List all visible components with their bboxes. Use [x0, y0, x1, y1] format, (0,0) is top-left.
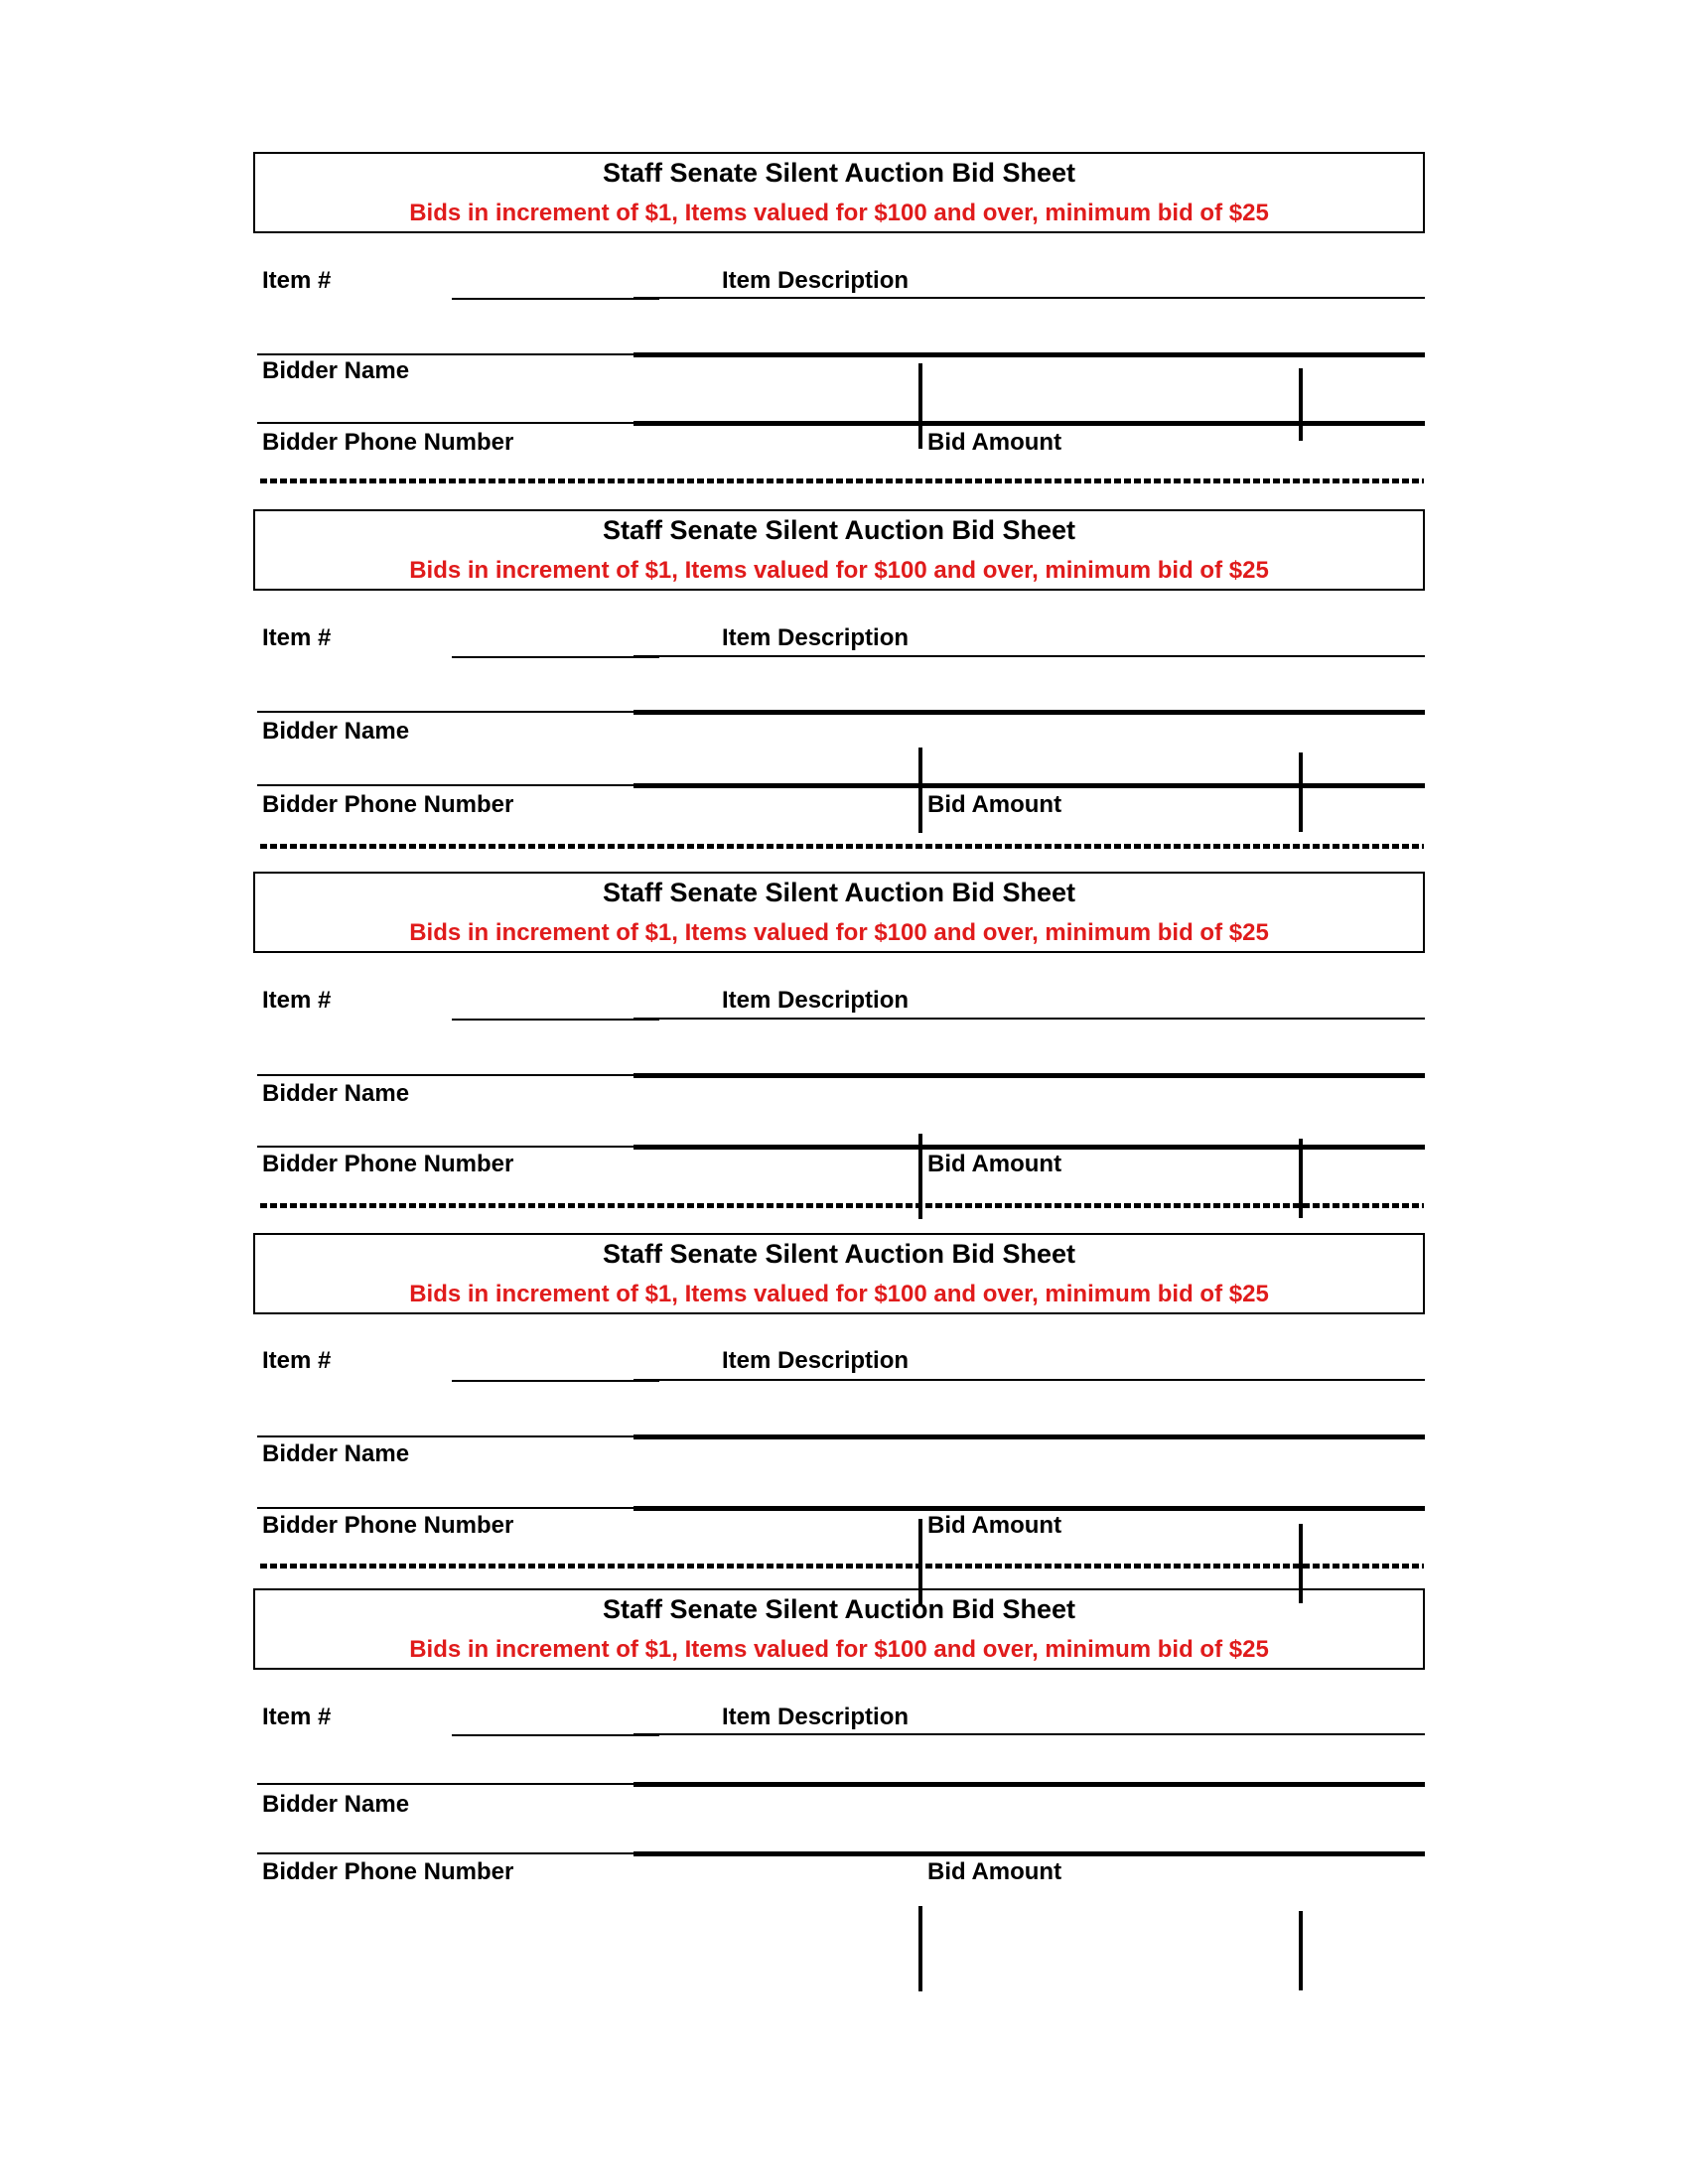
- item-number-label: Item #: [262, 987, 332, 1014]
- item-description-label: Item Description: [722, 1704, 910, 1730]
- sheet-title: Staff Senate Silent Auction Bid Sheet: [602, 515, 1076, 545]
- bid-sheet-block: [0, 509, 1688, 867]
- item-description-line[interactable]: [658, 1733, 1425, 1735]
- bidder-name-line-right[interactable]: [633, 710, 1425, 715]
- bidder-name-label: Bidder Name: [262, 1080, 410, 1107]
- item-number-label: Item #: [262, 624, 332, 651]
- sheet-rules: Bids in increment of $1, Items valued for $100 and over, minimum bid of $25: [409, 1636, 1269, 1663]
- bidder-phone-line-left[interactable]: [257, 422, 634, 424]
- bid-amount-label: Bid Amount: [927, 791, 1062, 818]
- item-number-line[interactable]: [452, 298, 658, 300]
- bidder-name-line-left[interactable]: [257, 711, 634, 713]
- sheet-title: Staff Senate Silent Auction Bid Sheet: [602, 878, 1076, 907]
- sheet-rules: Bids in increment of $1, Items valued for $100 and over, minimum bid of $25: [409, 919, 1269, 946]
- bidder-phone-label: Bidder Phone Number: [262, 791, 514, 818]
- cut-line: [260, 1564, 1424, 1569]
- bidder-phone-line-right[interactable]: [633, 421, 1425, 426]
- bid-column-divider: [918, 1906, 922, 1991]
- bidder-phone-label: Bidder Phone Number: [262, 429, 514, 456]
- item-description-line[interactable]: [658, 1379, 1425, 1381]
- item-number-label: Item #: [262, 1704, 332, 1730]
- bidder-name-label: Bidder Name: [262, 1791, 410, 1818]
- bidder-name-label: Bidder Name: [262, 718, 410, 745]
- bid-sheet-block: [0, 872, 1688, 1229]
- bidder-name-line-left[interactable]: [257, 1783, 634, 1785]
- header-box: [253, 1588, 1425, 1670]
- item-description-label: Item Description: [722, 267, 910, 294]
- item-description-line[interactable]: [658, 297, 1425, 299]
- item-number-line-end: [633, 655, 659, 658]
- sheet-rules: Bids in increment of $1, Items valued for $100 and over, minimum bid of $25: [409, 200, 1269, 226]
- bidder-phone-label: Bidder Phone Number: [262, 1512, 514, 1539]
- bidder-name-line-left[interactable]: [257, 1435, 634, 1437]
- item-description-line[interactable]: [658, 655, 1425, 657]
- bid-amount-label: Bid Amount: [927, 429, 1062, 456]
- bidder-phone-label: Bidder Phone Number: [262, 1151, 514, 1177]
- item-description-label: Item Description: [722, 987, 910, 1014]
- item-number-line-end: [633, 297, 659, 300]
- bidder-name-line-left[interactable]: [257, 1074, 634, 1076]
- bidder-phone-line-left[interactable]: [257, 1146, 634, 1148]
- bid-sheet-block: [0, 1588, 1688, 1946]
- item-number-line-end: [633, 1379, 659, 1382]
- cut-line: [260, 478, 1424, 483]
- item-description-line[interactable]: [658, 1018, 1425, 1020]
- item-number-line[interactable]: [452, 1734, 658, 1736]
- bidder-phone-line-right[interactable]: [633, 1145, 1425, 1150]
- cut-line: [260, 844, 1424, 849]
- header-box: [253, 509, 1425, 591]
- sheet-title: Staff Senate Silent Auction Bid Sheet: [602, 1239, 1076, 1269]
- item-number-line[interactable]: [452, 656, 658, 658]
- bid-sheet-block: [0, 1233, 1688, 1590]
- bidder-name-line-right[interactable]: [633, 352, 1425, 357]
- item-number-label: Item #: [262, 267, 332, 294]
- sheet-title: Staff Senate Silent Auction Bid Sheet: [602, 158, 1076, 188]
- sheet-title: Staff Senate Silent Auction Bid Sheet: [602, 1594, 1076, 1624]
- bidder-phone-line-right[interactable]: [633, 783, 1425, 788]
- item-number-line-end: [633, 1733, 659, 1736]
- bid-column-divider: [918, 363, 922, 449]
- bidder-phone-line-right[interactable]: [633, 1851, 1425, 1856]
- bidder-phone-label: Bidder Phone Number: [262, 1858, 514, 1885]
- item-description-label: Item Description: [722, 1347, 910, 1374]
- bidder-name-line-right[interactable]: [633, 1073, 1425, 1078]
- bid-column-divider: [1299, 368, 1303, 441]
- item-number-label: Item #: [262, 1347, 332, 1374]
- sheet-rules: Bids in increment of $1, Items valued for $100 and over, minimum bid of $25: [409, 1281, 1269, 1307]
- item-number-line-end: [633, 1018, 659, 1021]
- item-description-label: Item Description: [722, 624, 910, 651]
- bidder-name-label: Bidder Name: [262, 357, 410, 384]
- bidder-phone-line-right[interactable]: [633, 1506, 1425, 1511]
- bidder-name-label: Bidder Name: [262, 1440, 410, 1467]
- item-number-line[interactable]: [452, 1380, 658, 1382]
- header-box: [253, 1233, 1425, 1314]
- header-box: [253, 152, 1425, 233]
- header-box: [253, 872, 1425, 953]
- item-number-line[interactable]: [452, 1019, 658, 1021]
- bid-column-divider: [918, 748, 922, 833]
- sheet-rules: Bids in increment of $1, Items valued for $100 and over, minimum bid of $25: [409, 557, 1269, 584]
- bid-column-divider: [1299, 1911, 1303, 1990]
- bid-column-divider: [1299, 752, 1303, 832]
- cut-line: [260, 1203, 1424, 1208]
- bidder-name-line-right[interactable]: [633, 1782, 1425, 1787]
- bid-amount-label: Bid Amount: [927, 1512, 1062, 1539]
- bid-sheet-block: [0, 152, 1688, 509]
- bidder-name-line-left[interactable]: [257, 353, 634, 355]
- bidder-phone-line-left[interactable]: [257, 784, 634, 786]
- bid-amount-label: Bid Amount: [927, 1151, 1062, 1177]
- bidder-phone-line-left[interactable]: [257, 1507, 634, 1509]
- bidder-name-line-right[interactable]: [633, 1434, 1425, 1439]
- bidder-phone-line-left[interactable]: [257, 1852, 634, 1854]
- bid-amount-label: Bid Amount: [927, 1858, 1062, 1885]
